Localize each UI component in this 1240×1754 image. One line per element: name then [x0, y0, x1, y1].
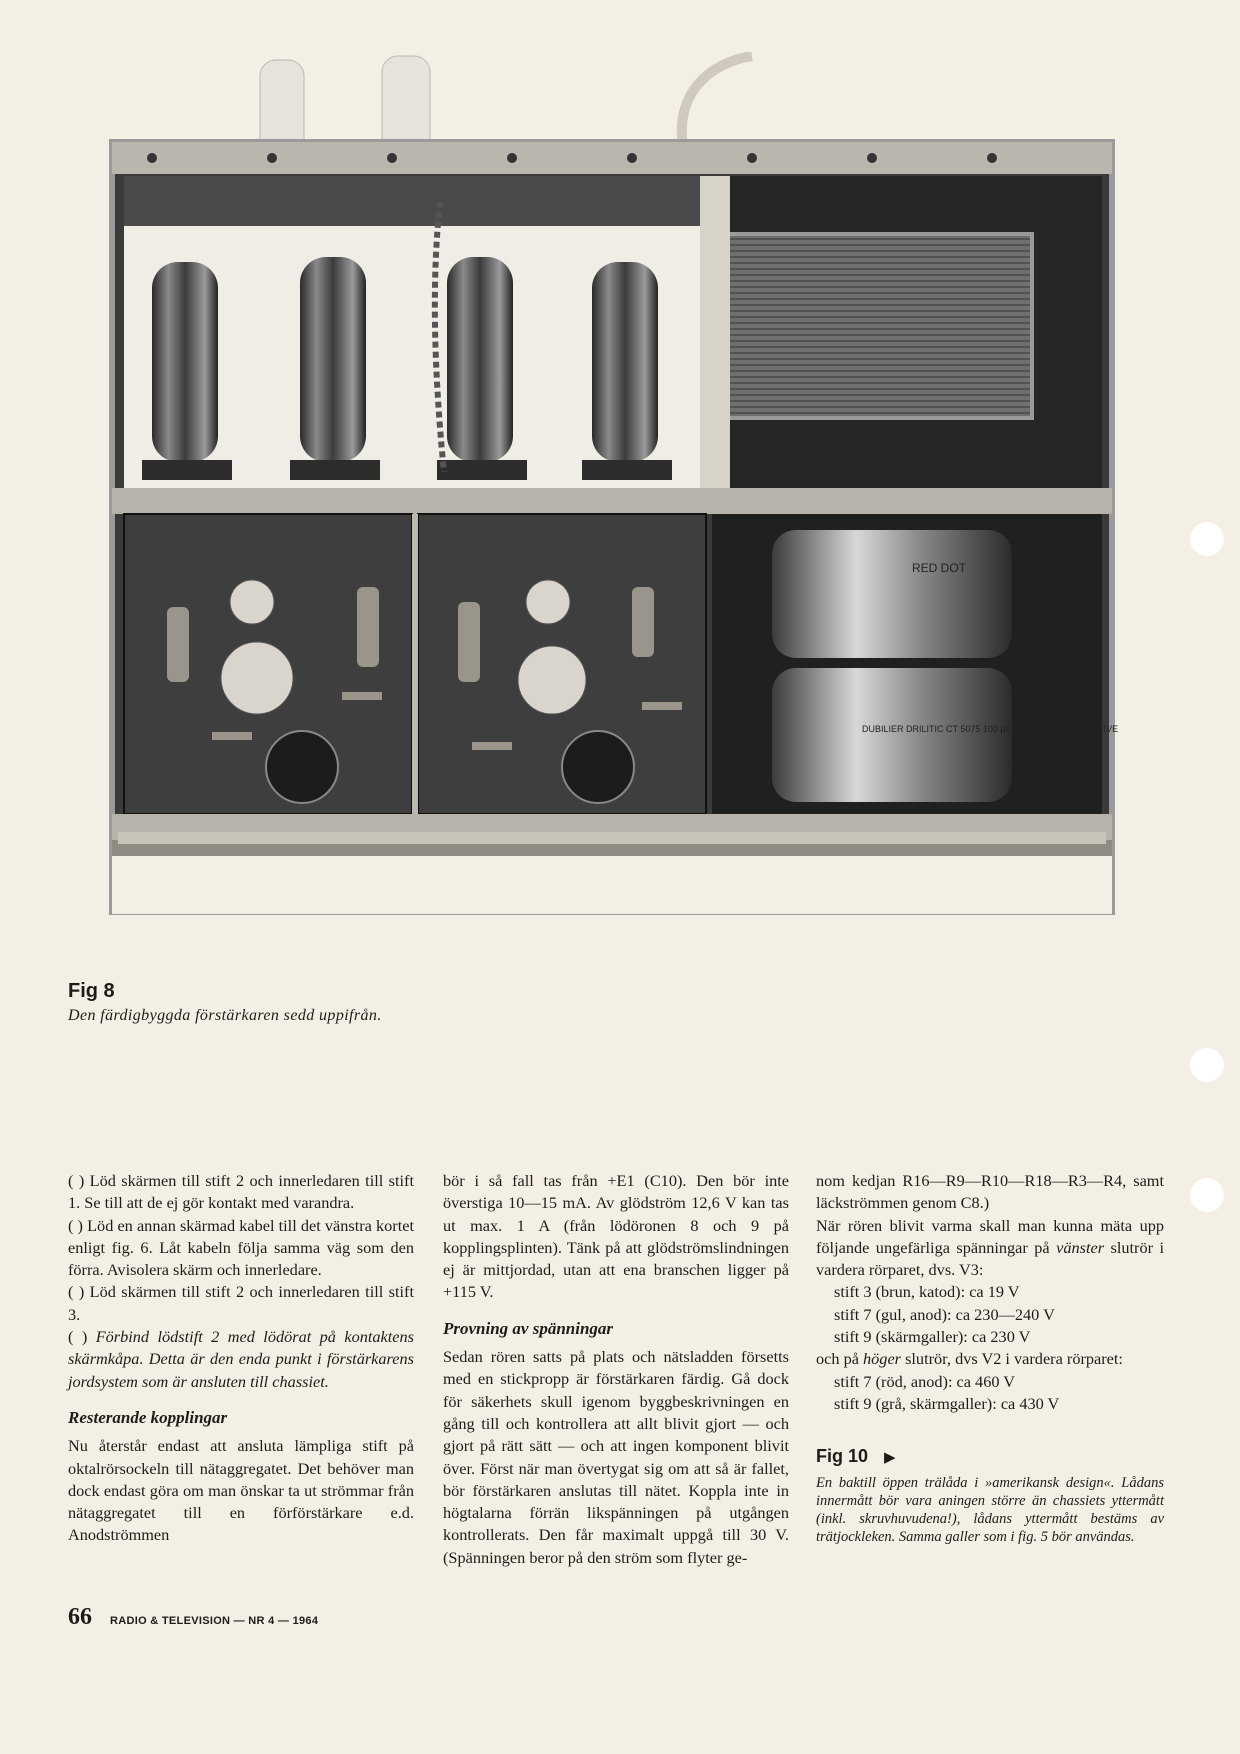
text-column-1 — [68, 1170, 414, 1547]
figure-8-label: Fig 8 — [68, 980, 115, 1002]
measurement-line: stift 7 (gul, anod): ca 230—240 V — [834, 1304, 1055, 1324]
step-item: ( ) Löd skärmen till stift 2 och innerledaren till stift 1. Se till att de ej gör kontakt med varandra. — [68, 1171, 414, 1213]
section-heading: Provning av spänningar — [443, 1318, 614, 1338]
transformer — [712, 234, 1032, 418]
section-heading: Resterande kopplingar — [68, 1407, 228, 1427]
measurement-line: stift 9 (grå, skärmgaller): ca 430 V — [834, 1393, 1060, 1413]
paragraph — [816, 1215, 1164, 1282]
journal-name: RADIO & TELEVISION — NR 4 — 1964 — [110, 1615, 319, 1627]
paragraph — [816, 1348, 1164, 1370]
triangle-arrow-icon: ▶ — [884, 1449, 896, 1467]
emphasis: höger — [863, 1349, 901, 1369]
paragraph: bör i så fall tas från +E1 (C10). Den bör inte överstiga 10—15 mA. Av glödström 12,6 V kan tas ut max. 1 A (från lödöronen 8 och 9 på kopplingsplinten). Tänk på att glödströmslindningen ej är mittjordad, utan att ena branschen ligger på +115 V. — [443, 1171, 789, 1302]
binder-hole-top — [1190, 522, 1224, 556]
capacitor-label-top: RED DOT — [912, 561, 966, 575]
page-footer — [68, 1604, 318, 1631]
section-paragraph: Sedan rören satts på plats och nätsladden försetts med en stickpropp är förstärkaren färdig. Gå dock för säkerhets skull igenom byggbeskrivningen en gång till och kontrollera att allt blivit gjort — och gjort på rätt sätt — och att ingen komponent blivit över. Först när man övertygat sig om att så är fallet, bör förstärkaren anslutas till nätet. Koppla inte in högtalarna förrän likspänningen på utgången kontrollerats. Den får maximalt uppgå till 30 V. (Spänningen beror på den ström som flyter ge- — [443, 1347, 789, 1567]
capacitor-label-bottom: DUBILIER DRILITIC CT 5075 100 μF 500 V DC RED POSITIVE — [862, 724, 1119, 734]
text-column-2 — [443, 1170, 789, 1569]
capacitor-can-top — [772, 530, 1012, 658]
paragraph: nom kedjan R16—R9—R10—R18—R3—R4, samt läckströmmen genom C8.) — [816, 1171, 1164, 1213]
binder-hole-lower — [1190, 1178, 1224, 1212]
step-item-italic — [68, 1326, 414, 1393]
figure-10-label-text: Fig 10 — [816, 1446, 869, 1467]
text-run: och på — [816, 1349, 864, 1369]
text-run: slutrör, dvs V2 i vardera rörparet: — [901, 1349, 1123, 1369]
emphasis: vänster — [1056, 1237, 1105, 1257]
measurement-line: stift 9 (skärmgaller): ca 230 V — [834, 1327, 1031, 1347]
figure-8-caption — [68, 980, 488, 1025]
text-run: När rören blivit varma skall man kunna mäta upp följande ungefärliga spänningar på — [816, 1215, 1164, 1257]
figure-10-caption: En baktill öppen trälåda i »amerikansk design«. Lådans innermått bör vara aningen större än chassiets yttermått (inkl. skruvhuvudena!), lådans yttermått bestäms av trätjockleken. Samma galler som i fig. 5 bör användas. — [816, 1474, 1164, 1545]
figure-8-text: Den färdigbyggda förstärkaren sedd uppifrån. — [68, 1007, 382, 1024]
measurement-line: stift 3 (brun, katod): ca 19 V — [834, 1282, 1020, 1302]
step-text: Förbind lödstift 2 med lödörat på kontaktens skärmkåpa. Detta är den enda punkt i förstärkarens jordsystem som är ansluten till chassiet. — [68, 1327, 414, 1391]
text-run: slutrör i vardera rörparet, dvs. V3: — [816, 1237, 1165, 1280]
page-number: 66 — [68, 1604, 92, 1630]
step-item: ( ) Löd en annan skärmad kabel till det vänstra kortet enligt fig. 6. Låt kabeln följa samma väg som den förra. Avisolera skärm och innerledare. — [68, 1215, 414, 1280]
binder-hole-middle — [1190, 1048, 1224, 1082]
step-marker: ( ) — [68, 1327, 96, 1347]
amplifier-photo — [72, 52, 1170, 958]
capacitor-can-bottom — [772, 668, 1012, 802]
text-column-3 — [816, 1170, 1164, 1546]
measurement-line: stift 7 (röd, anod): ca 460 V — [834, 1371, 1016, 1391]
section-paragraph: Nu återstår endast att ansluta lämpliga stift på oktalrörsockeln till nätaggregatet. Det behöver man dock endast göra om man önskar ta ut strömmar från nätaggregatet till en förförstärkare e.d. Anodströmmen — [68, 1436, 414, 1545]
step-item: ( ) Löd skärmen till stift 2 och innerledaren till stift 3. — [68, 1282, 414, 1324]
figure-10-label — [816, 1445, 1164, 1469]
